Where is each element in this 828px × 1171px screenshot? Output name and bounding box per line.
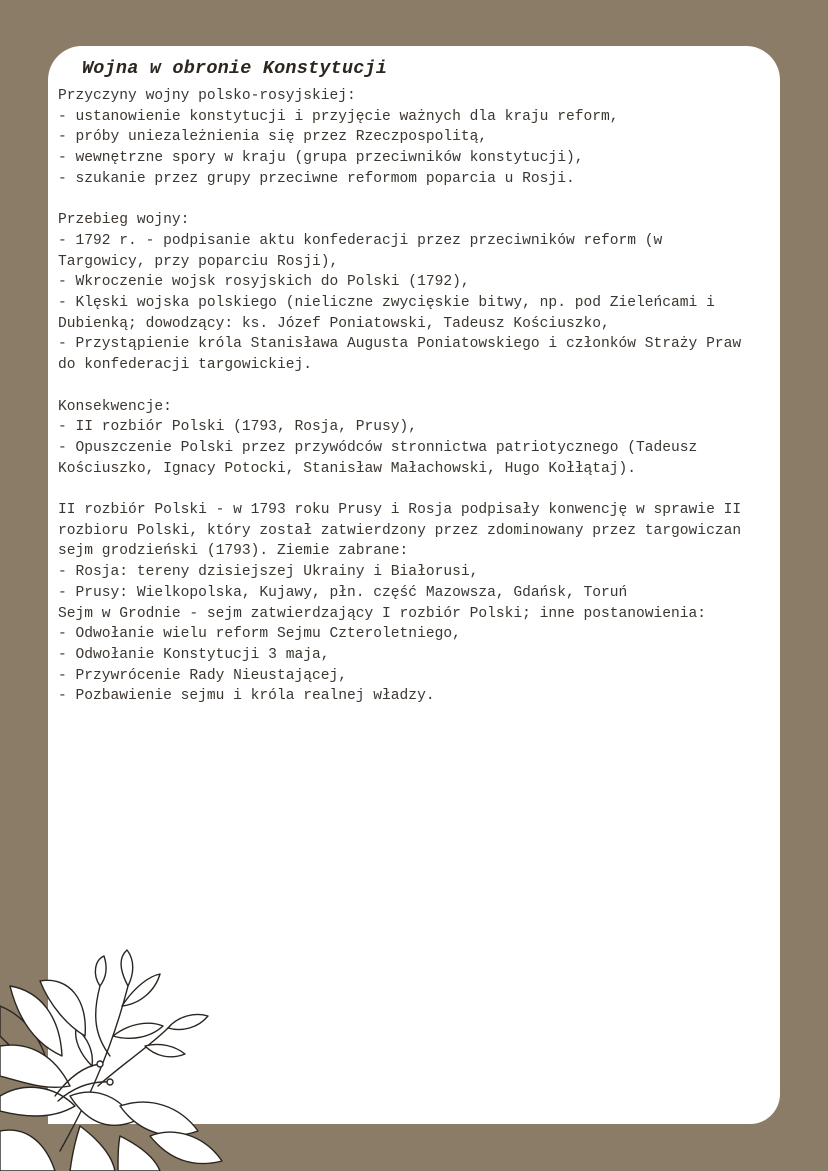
text-line: - Przywrócenie Rady Nieustającej, [58,667,348,684]
text-line: Kościuszko, Ignacy Potocki, Stanisław Małachowski, Hugo Kołłątaj). [58,460,637,477]
section-2 [58,397,778,480]
text-line: Przebieg wojny: [58,212,190,229]
text-line: sejm grodzieński (1793). Ziemie zabrane: [58,543,409,560]
text-line: - Opuszczenie Polski przez przywódców stronnictwa patriotycznego (Tadeusz [58,439,698,456]
text-line: - Odwołanie wielu reform Sejmu Czteroletniego, [58,626,461,643]
text-line: - II rozbiór Polski (1793, Rosja, Prusy), [58,419,418,436]
text-line: Przyczyny wojny polsko-rosyjskiej: [58,88,356,104]
text-line: - Klęski wojska polskiego (nieliczne zwycięskie bitwy, np. pod Zieleńcami i [58,295,715,312]
text-line: - Rosja: tereny dzisiejszej Ukrainy i Białorusi, [58,564,479,581]
text-line: - próby uniezależnienia się przez Rzeczpospolitą, [58,129,488,146]
text-line: - 1792 r. - podpisanie aktu konfederacji przez przeciwników reform (w [58,232,663,249]
text-line: - ustanowienie konstytucji i przyjęcie ważnych dla kraju reform, [58,108,619,125]
text-line: rozbioru Polski, który został zatwierdzony przez zdominowany przez targowiczan [58,522,742,539]
document-body [58,86,778,728]
text-line: Dubienką; dowodzący: ks. Józef Poniatowski, Tadeusz Kościuszko, [58,315,610,332]
text-line: Targowicy, przy poparciu Rosji), [58,253,339,270]
text-line: Konsekwencje: [58,398,172,415]
text-line: - Pozbawienie sejmu i króla realnej władzy. [58,688,435,705]
section-0 [58,86,778,190]
text-line: - wewnętrzne spory w kraju (grupa przeciwników konstytucji), [58,150,584,167]
text-line: - Przystąpienie króla Stanisława Augusta Poniatowskiego i członków Straży Praw [58,336,742,353]
text-line: do konfederacji targowickiej. [58,357,312,374]
text-line: - Prusy: Wielkopolska, Kujawy, płn. część Mazowsza, Gdańsk, Toruń [58,584,628,601]
section-3 [58,500,778,707]
text-line: II rozbiór Polski - w 1793 roku Prusy i Rosja podpisały konwencję w sprawie II [58,502,742,519]
text-line: - Odwołanie Konstytucji 3 maja, [58,646,330,663]
text-line: - szukanie przez grupy przeciwne reformom poparcia u Rosji. [58,170,575,187]
page-title: Wojna w obronie Konstytucji [82,58,388,79]
section-1 [58,210,778,376]
lily-flower-illustration [0,946,230,1171]
text-line: Sejm w Grodnie - sejm zatwierdzający I rozbiór Polski; inne postanowienia: [58,605,707,622]
text-line: - Wkroczenie wojsk rosyjskich do Polski (1792), [58,274,470,291]
